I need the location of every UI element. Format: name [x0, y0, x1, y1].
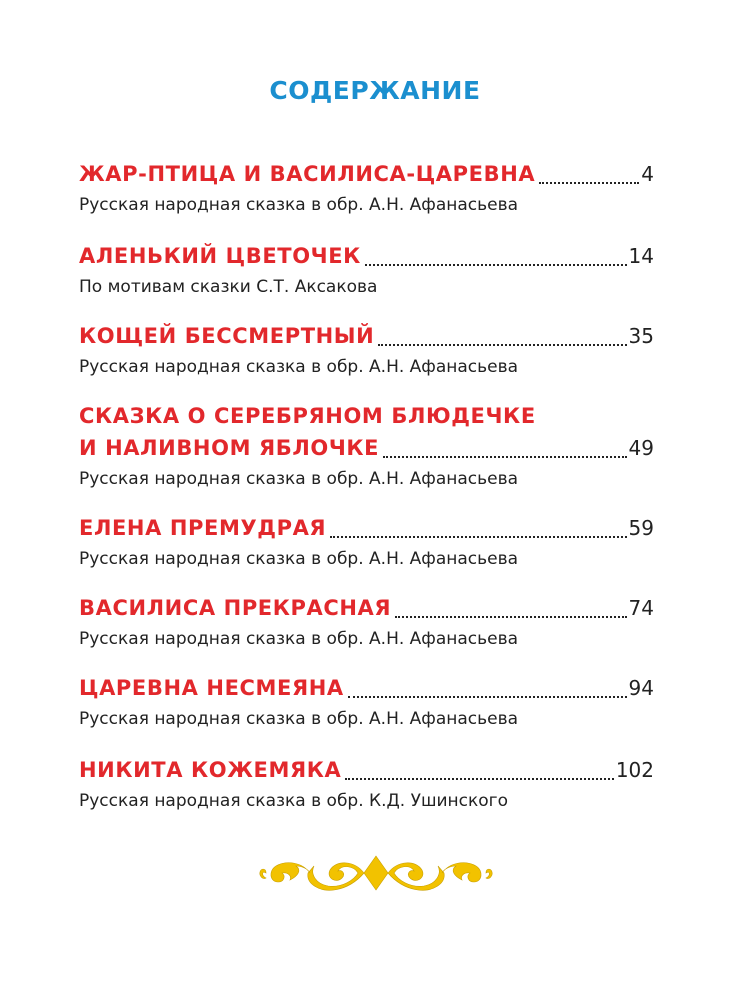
- toc-entry[interactable]: [79, 592, 654, 652]
- story-title: ЕЛЕНА ПРЕМУДРАЯ: [79, 516, 327, 540]
- story-title: ВАСИЛИСА ПРЕКРАСНАЯ: [79, 596, 392, 620]
- dot-leader: [365, 264, 627, 266]
- story-source: По мотивам сказки С.Т. Аксакова: [79, 277, 378, 297]
- story-source: Русская народная сказка в обр. А.Н. Афанасьева: [79, 195, 519, 215]
- toc-entry[interactable]: [79, 512, 654, 572]
- dot-leader: [330, 536, 626, 538]
- story-title: НИКИТА КОЖЕМЯКА: [79, 758, 342, 782]
- dot-leader: [539, 182, 639, 184]
- dot-leader: [348, 696, 627, 698]
- page-number: 35: [628, 324, 654, 348]
- dot-leader: [345, 778, 613, 780]
- toc-entry[interactable]: [79, 754, 654, 814]
- toc-entry[interactable]: [79, 158, 654, 218]
- toc-entry[interactable]: [79, 320, 654, 380]
- toc-entry[interactable]: [79, 400, 654, 492]
- story-source: Русская народная сказка в обр. А.Н. Афанасьева: [79, 629, 519, 649]
- page-number: 14: [628, 244, 654, 268]
- page-number: 102: [615, 758, 654, 782]
- dot-leader: [378, 344, 626, 346]
- story-source: Русская народная сказка в обр. А.Н. Афанасьева: [79, 709, 519, 729]
- story-title-continued: И НАЛИВНОМ ЯБЛОЧКЕ: [79, 436, 380, 460]
- page-number: 74: [628, 596, 654, 620]
- dot-leader: [383, 456, 626, 458]
- story-title: ЦАРЕВНА НЕСМЕЯНА: [79, 676, 344, 700]
- story-title: ЖАР-ПТИЦА И ВАСИЛИСА-ЦАРЕВНА: [79, 162, 536, 186]
- story-source: Русская народная сказка в обр. К.Д. Ушинского: [79, 791, 509, 811]
- dot-leader: [395, 616, 626, 618]
- story-title: АЛЕНЬКИЙ ЦВЕТОЧЕК: [79, 244, 361, 268]
- page-number: 4: [641, 162, 654, 186]
- story-title: КОЩЕЙ БЕССМЕРТНЫЙ: [79, 324, 375, 348]
- toc-entry[interactable]: [79, 672, 654, 732]
- page-number: 49: [628, 436, 654, 460]
- story-source: Русская народная сказка в обр. А.Н. Афанасьева: [79, 549, 519, 569]
- page-number: 59: [628, 516, 654, 540]
- decorative-scroll-ornament-icon: [258, 852, 494, 894]
- toc-entry[interactable]: [79, 240, 654, 300]
- story-source: Русская народная сказка в обр. А.Н. Афанасьева: [79, 357, 519, 377]
- page-number: 94: [628, 676, 654, 700]
- story-source: Русская народная сказка в обр. А.Н. Афанасьева: [79, 469, 519, 489]
- page-title: СОДЕРЖАНИЕ: [269, 76, 481, 105]
- story-title: СКАЗКА О СЕРЕБРЯНОМ БЛЮДЕЧКЕ: [79, 404, 536, 428]
